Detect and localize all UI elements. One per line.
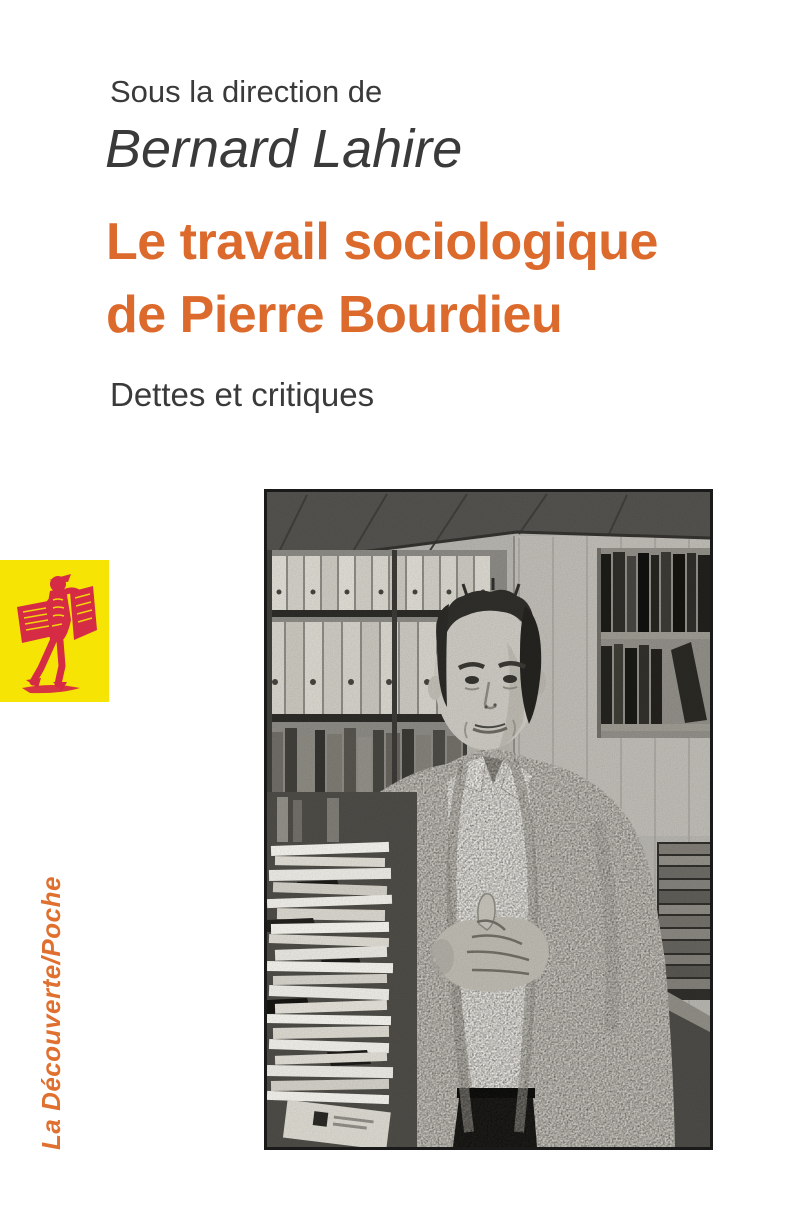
direction-line: Sous la direction de: [110, 74, 383, 109]
book-subtitle: Dettes et critiques: [110, 376, 375, 413]
bourdieu-portrait-photo-icon: [267, 492, 710, 1147]
book-title-line2: de Pierre Bourdieu: [106, 286, 563, 344]
publisher-logo: [0, 560, 109, 702]
imprint-vertical-text: La Découverte/Poche: [36, 876, 66, 1150]
book-title: [106, 206, 658, 352]
book-title-line1: Le travail sociologique: [106, 213, 658, 271]
author-name: Bernard Lahire: [105, 119, 463, 179]
colporteur-icon: [0, 560, 109, 702]
cover-photo: [264, 489, 713, 1150]
